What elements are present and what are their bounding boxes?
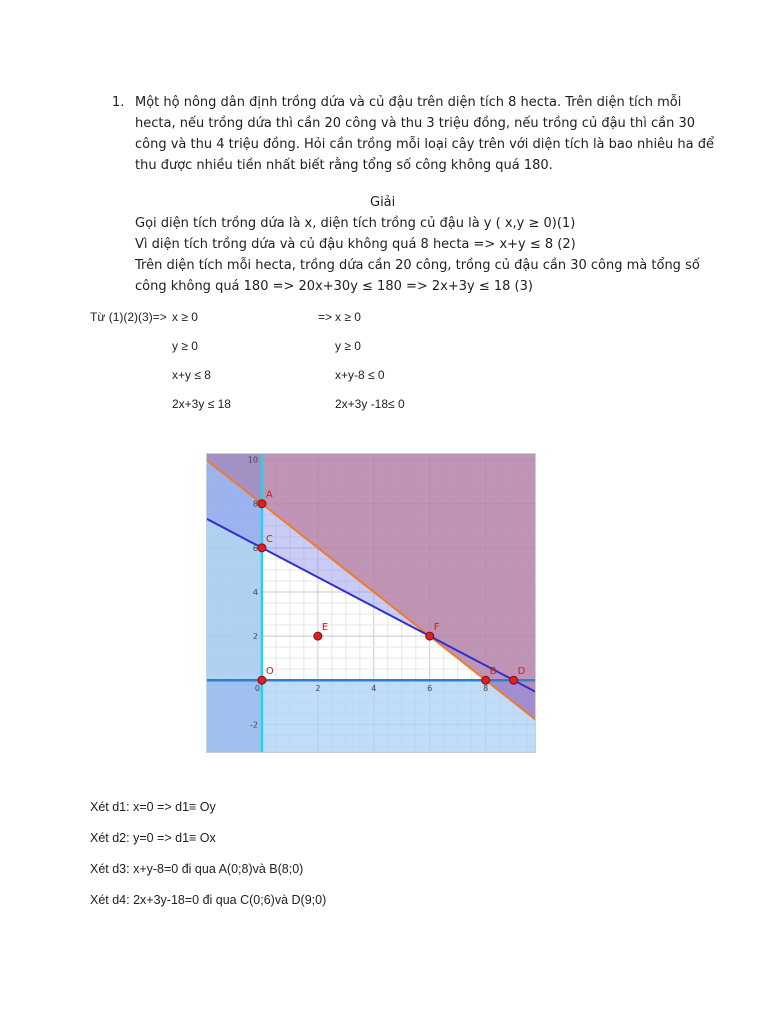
solution-line-1: Gọi diện tích trồng dứa là x, diện tích trồng củ đậu là y ( x,y ≥ 0)(1) [135, 216, 576, 231]
point-label-f: F [433, 622, 440, 634]
point-label-o: O [265, 666, 274, 678]
system-right-4: 2x+3y -18≤ 0 [335, 397, 405, 411]
solution-line-2: Vì diện tích trồng dứa và củ đậu không quá 8 hecta => x+y ≤ 8 (2) [135, 237, 576, 252]
x-tick-label: 2 [315, 684, 321, 694]
feasible-region-graph [206, 453, 536, 753]
point-label-c: C [265, 533, 273, 545]
point-label-b: B [489, 666, 497, 678]
x-tick-label: 0 [254, 684, 260, 694]
xet-d1: Xét d1: x=0 => d1≡ Oy [90, 800, 216, 814]
point-b [482, 676, 490, 684]
point-a [258, 500, 266, 508]
y-tick-label: -2 [249, 720, 258, 730]
system-right-3: x+y-8 ≤ 0 [335, 368, 385, 382]
solution-line-4: công không quá 180 => 20x+30y ≤ 180 => 2x+3y ≤ 18 (3) [135, 279, 533, 294]
system-left-4: 2x+3y ≤ 18 [172, 397, 231, 411]
problem-line-3: công và thu 4 triệu đồng. Hỏi cần trồng mỗi loại cây trên với diện tích là bao nhiêu ha để [135, 137, 715, 152]
y-tick-label: 10 [247, 455, 258, 465]
point-d [510, 676, 518, 684]
point-label-d: D [517, 666, 526, 678]
y-tick-label: 2 [252, 632, 258, 642]
point-f [426, 632, 434, 640]
solution-heading: Giải [370, 195, 396, 210]
point-e [314, 632, 322, 640]
system-left-3: x+y ≤ 8 [172, 368, 211, 382]
x-tick-label: 4 [371, 684, 377, 694]
problem-line-4: thu được nhiều tiền nhất biết rằng tổng số công không quá 180. [135, 158, 553, 173]
system-right-1: x ≥ 0 [335, 310, 361, 324]
point-label-a: A [265, 489, 273, 501]
solution-line-3: Trên diện tích mỗi hecta, trồng dứa cần 20 công, trồng củ đậu cần 30 công mà tổng số [135, 258, 700, 273]
xet-d4: Xét d4: 2x+3y-18=0 đi qua C(0;6)và D(9;0) [90, 893, 327, 907]
system-right-2: y ≥ 0 [335, 339, 361, 353]
x-tick-label: 8 [483, 684, 489, 694]
system-arrow: => [318, 310, 333, 324]
system-left-1: x ≥ 0 [172, 310, 198, 324]
point-o [258, 676, 266, 684]
point-label-e: E [321, 622, 329, 634]
point-c [258, 544, 266, 552]
xet-d2: Xét d2: y=0 => d1≡ Ox [90, 831, 216, 845]
y-tick-label: 6 [252, 543, 258, 553]
y-tick-label: 4 [252, 587, 258, 597]
y-tick-label: 8 [252, 499, 258, 509]
problem-line-1: Một hộ nông dân định trồng dứa và củ đậu trên diện tích 8 hecta. Trên diện tích mỗi [135, 95, 682, 110]
x-tick-label: 6 [427, 684, 433, 694]
system-intro: Từ (1)(2)(3)=> [90, 310, 167, 324]
xet-d3: Xét d3: x+y-8=0 đi qua A(0;8)và B(8;0) [90, 862, 304, 876]
system-left-2: y ≥ 0 [172, 339, 198, 353]
problem-number: 1. [112, 95, 125, 110]
problem-line-2: hecta, nếu trồng dứa thì cần 20 công và thu 3 triệu đồng, nếu trồng củ đậu thì cần 30 [135, 116, 696, 131]
